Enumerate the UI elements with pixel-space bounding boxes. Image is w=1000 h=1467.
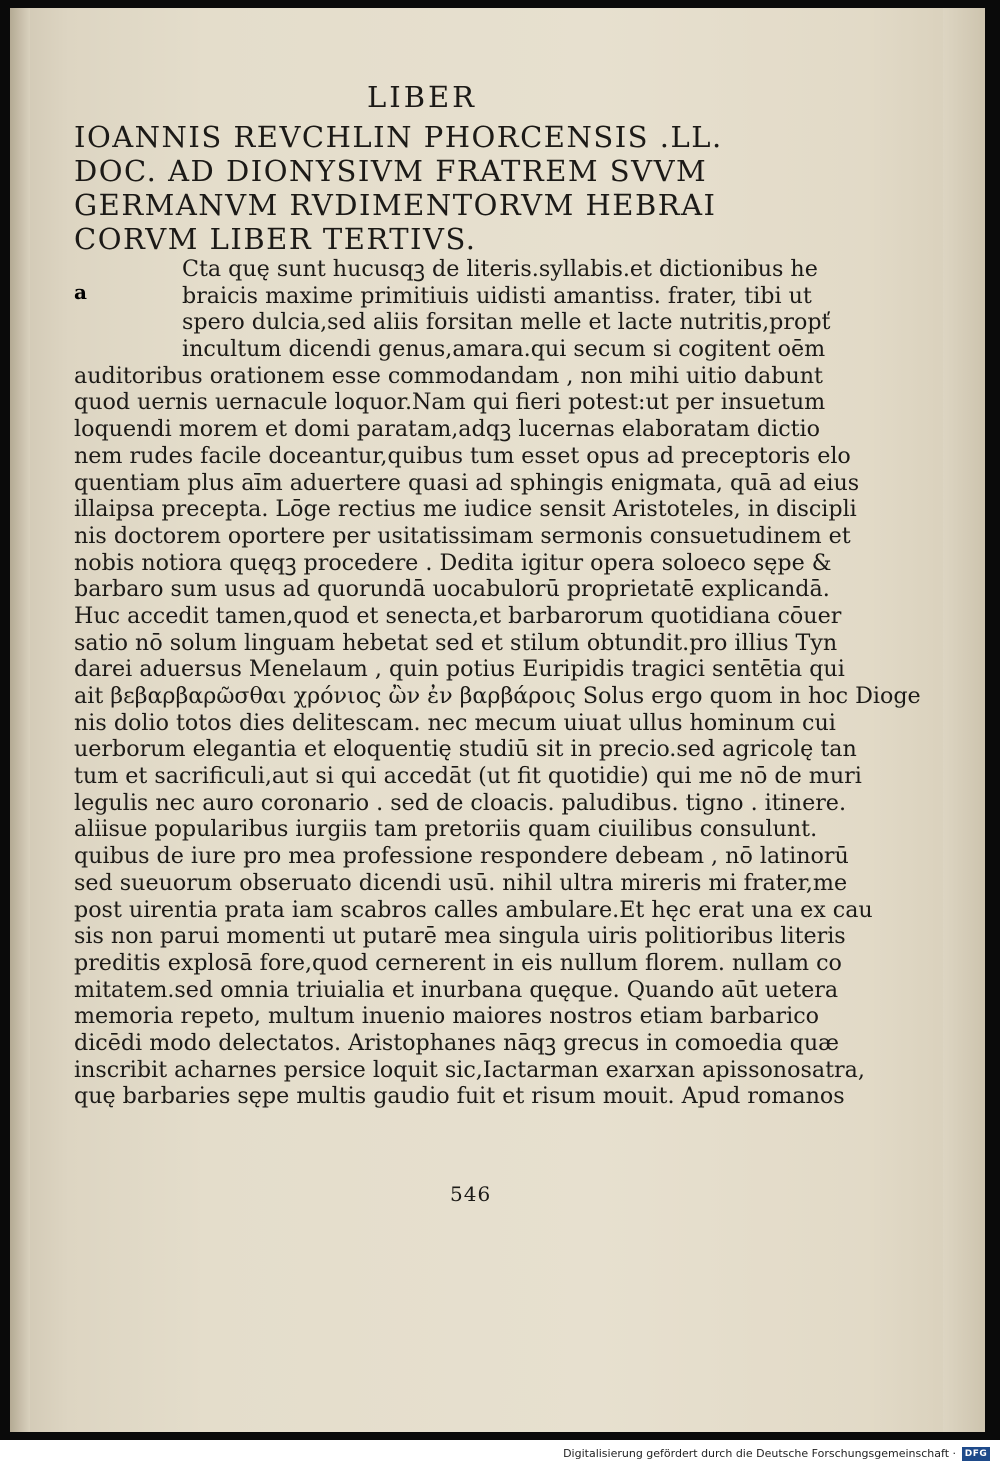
text-line: Huc accedit tamen,quod et senecta,et barbarorum quotidiana cōuer — [74, 602, 842, 629]
text-line: mitatem.sed omnia triuialia et inurbana quęque. Quando aūt uetera — [74, 976, 839, 1003]
text-line: aliisue popularibus iurgiis tam pretoriis quam ciuilibus consulunt. — [74, 816, 818, 843]
text-line: quę barbaries sępe multis gaudio fuit et risum mouit. Apud romanos — [74, 1083, 845, 1110]
footer-bar — [0, 1440, 1000, 1467]
text-line: ait βεβαρβαρῶσθαι χρόνιος ὢν ἐν βαρβάροις Solus ergo quom in hoc Dioge — [74, 683, 921, 709]
body-text — [74, 256, 921, 1110]
funding-notice: Digitalisierung gefördert durch die Deutsche Forschungsgemeinschaft · — [563, 1447, 956, 1460]
folio-number: 546 — [450, 1182, 492, 1206]
text-line: nem rudes facile doceantur,quibus tum esset opus ad preceptoris elo — [74, 442, 851, 469]
text-line: auditoribus orationem esse commodandam , non mihi uitio dabunt — [74, 362, 823, 389]
text-line: Cta quę sunt hucusqꝫ de literis.syllabis.et dictionibus he — [182, 256, 818, 282]
text-line: satio nō solum linguam hebetat sed et stilum obtundit.pro illius Tyn — [74, 629, 838, 656]
chapter-title — [74, 120, 760, 256]
book-page — [10, 8, 985, 1432]
text-line: incultum dicendi genus,amara.qui secum si cogitent oēm — [182, 336, 826, 363]
text-line: illaipsa precepta. Lōge rectius me iudice sensit Aristoteles, in discipli — [74, 496, 857, 523]
text-line: sed sueuorum obseruato dicendi usū. nihil ultra mireris mi frater,me — [74, 869, 848, 896]
text-line: braicis maxime primitiuis uidisti amantiss. frater, tibi ut — [182, 282, 812, 309]
text-line: nis dolio totos dies delitescam. nec mecum uiuat ullus hominum cui — [74, 709, 836, 736]
text-line: dicēdi modo delectatos. Aristophanes nāqꝫ grecus in comoedia quæ — [74, 1029, 839, 1056]
text-line: nobis notiora quęqꝫ procedere . Dedita igitur opera soloeco sępe & — [74, 549, 832, 576]
title-line: DOC. AD DIONYSIVM FRATREM SVVM — [74, 154, 708, 188]
running-head: LIBER — [366, 80, 478, 114]
text-line: darei aduersus Menelaum , quin potius Euripidis tragici sentētia qui — [74, 656, 845, 683]
text-line: barbaro sum usus ad quorundā uocabulorū proprietatē explicandā. — [74, 576, 830, 603]
page-right-edge — [943, 8, 985, 1432]
page-text-block — [60, 74, 921, 1206]
text-line: memoria repeto, multum inuenio maiores nostros etiam barbarico — [74, 1003, 819, 1030]
title-line: IOANNIS REVCHLIN PHORCENSIS .LL. — [74, 120, 723, 154]
text-line: nis doctorem oportere per usitatissimam sermonis consuetudinem et — [74, 522, 851, 549]
text-line: loquendi morem et domi paratam,adqꝫ lucernas elaboratam dictio — [74, 416, 821, 443]
title-line: CORVM LIBER TERTIVS. — [74, 222, 477, 256]
text-line: preditis explosā fore,quod cernerent in eis nullum florem. nullam co — [74, 949, 842, 976]
text-line: uerborum elegantia et eloquentię studiū sit in precio.sed agricolę tan — [74, 736, 857, 763]
text-line: post uirentia prata iam scabros calles ambulare.Et hęc erat una ex cau — [74, 896, 873, 923]
page-gutter-edge — [10, 8, 30, 1432]
text-line: tum et sacrificuli,aut si qui accedāt (ut fit quotidie) qui me nō de muri — [74, 763, 862, 790]
text-line: quentiam plus aīm aduertere quasi ad sphingis enigmata, quā ad eius — [74, 469, 860, 496]
marginal-letter: a — [74, 280, 87, 304]
text-line: quibus de iure pro mea professione respondere debeam , nō latinorū — [74, 843, 849, 870]
text-line: sis non parui momenti ut putarē mea singula uiris politioribus literis — [74, 923, 846, 950]
text-line: legulis nec auro coronario . sed de cloacis. paludibus. tigno . itinere. — [74, 789, 846, 816]
dfg-logo: DFG — [962, 1447, 990, 1461]
text-line: inscribit acharnes persice loquit sic,Iactarman exarxan apissonosatra, — [74, 1056, 865, 1083]
text-line: spero dulcia,sed aliis forsitan melle et lacte nutritis,propť — [182, 309, 831, 336]
text-line: quod uernis uernacule loquor.Nam qui fieri potest:ut per insuetum — [74, 389, 826, 416]
title-line: GERMANVM RVDIMENTORVM HEBRAI — [74, 188, 717, 222]
